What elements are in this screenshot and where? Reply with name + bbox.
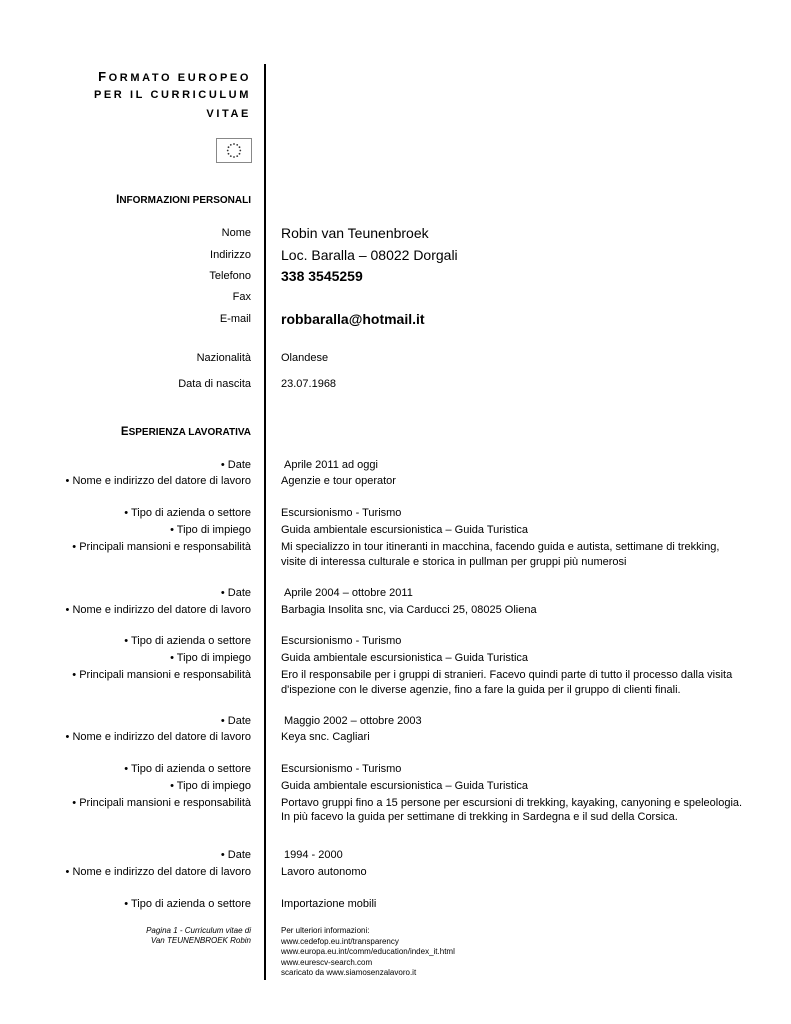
job4-date-label: • Date xyxy=(220,849,251,861)
job3-employer-label: • Nome e indirizzo del datore di lavoro xyxy=(65,731,251,743)
job1-date: Aprile 2011 ad oggi xyxy=(284,459,378,471)
name-label: Nome xyxy=(221,227,251,239)
job4-sector-label: • Tipo di azienda o settore xyxy=(124,898,251,910)
email-label: E-mail xyxy=(219,313,251,325)
job2-date: Aprile 2004 – ottobre 2011 xyxy=(284,587,413,599)
job4-sector: Importazione mobili xyxy=(281,898,377,910)
footer-link-eurescv[interactable]: www.eurescv-search.com xyxy=(281,957,373,967)
job1-duties-line2: visite di interessa culturale e storica in pullman per gruppi più numerosi xyxy=(281,556,627,568)
job3-type: Guida ambientale escursionistica – Guida Turistica xyxy=(281,780,529,792)
cv-title-line3: VITAE xyxy=(206,108,251,120)
job1-employer: Agenzie e tour operator xyxy=(281,475,396,487)
job2-duties-line1: Ero il responsabile per i gruppi di stranieri. Facevo quindi parte di tutto il processo dalla visita xyxy=(281,669,733,681)
job2-duties-line2: d'ispezione con le diverse agenzie, fino a fare la guida per il gruppo di clienti finali. xyxy=(281,684,681,696)
job2-type-label: • Tipo di impiego xyxy=(170,652,251,664)
job1-sector-label: • Tipo di azienda o settore xyxy=(124,507,251,519)
job3-sector: Escursionismo - Turismo xyxy=(281,763,402,775)
section-work-experience: ESPERIENZA LAVORATIVA xyxy=(120,426,251,438)
job3-date: Maggio 2002 – ottobre 2003 xyxy=(284,715,422,727)
footer-page-line2: Van TEUNENBROEK Robin xyxy=(150,936,251,945)
job3-employer: Keya snc. Cagliari xyxy=(281,731,370,743)
birthdate-value: 23.07.1968 xyxy=(281,378,337,390)
eu-flag-icon xyxy=(216,138,252,163)
job2-employer: Barbagia Insolita snc, via Carducci 25, 08025 Oliena xyxy=(281,604,537,616)
section-personal-info: INFORMAZIONI PERSONALI xyxy=(116,194,251,206)
address-label: Indirizzo xyxy=(210,249,251,261)
footer-info-heading: Per ulteriori informazioni: xyxy=(281,926,370,935)
nationality-value: Olandese xyxy=(281,352,329,364)
job1-employer-label: • Nome e indirizzo del datore di lavoro xyxy=(65,475,251,487)
job1-date-label: • Date xyxy=(220,459,251,471)
job3-sector-label: • Tipo di azienda o settore xyxy=(124,763,251,775)
job1-duties-label: • Principali mansioni e responsabilità xyxy=(72,541,251,553)
job4-date: 1994 - 2000 xyxy=(284,849,343,861)
footer-link-cedefop[interactable]: www.cedefop.eu.int/transparency xyxy=(281,936,399,946)
fax-label: Fax xyxy=(232,291,251,303)
cv-title-line2: PER IL CURRICULUM xyxy=(93,89,251,101)
job2-duties-label: • Principali mansioni e responsabilità xyxy=(72,669,251,681)
job3-duties-line1: Portavo gruppi fino a 15 persone per escursioni di trekking, kayaking, canyoning e speleologia. xyxy=(281,797,743,809)
address-value: Loc. Baralla – 08022 Dorgali xyxy=(281,247,458,263)
footer-download-source: scaricato da www.siamosenzalavoro.it xyxy=(281,968,417,977)
birthdate-label: Data di nascita xyxy=(178,378,251,390)
job2-sector: Escursionismo - Turismo xyxy=(281,635,402,647)
job3-date-label: • Date xyxy=(220,715,251,727)
job2-sector-label: • Tipo di azienda o settore xyxy=(124,635,251,647)
cv-title-line1: FORMATO EUROPEO xyxy=(98,69,251,84)
job1-type-label: • Tipo di impiego xyxy=(170,524,251,536)
footer-page-line1: Pagina 1 - Curriculum vitae di xyxy=(146,926,251,935)
footer-links xyxy=(281,926,455,979)
job1-type: Guida ambientale escursionistica – Guida Turistica xyxy=(281,524,529,536)
footer-link-europa[interactable]: www.europa.eu.int/comm/education/index_it.html xyxy=(281,947,455,956)
name-value: Robin van Teunenbroek xyxy=(281,225,429,241)
job4-employer: Lavoro autonomo xyxy=(281,866,367,878)
job2-employer-label: • Nome e indirizzo del datore di lavoro xyxy=(65,604,251,616)
job3-type-label: • Tipo di impiego xyxy=(170,780,251,792)
job4-employer-label: • Nome e indirizzo del datore di lavoro xyxy=(65,866,251,878)
phone-value: 338 3545259 xyxy=(281,268,363,284)
vertical-divider xyxy=(264,64,266,980)
job3-duties-line2: In più facevo la guida per settimane di trekking in Sardegna e il sud della Corsica. xyxy=(281,811,678,823)
email-value: robbaralla@hotmail.it xyxy=(281,311,425,327)
nationality-label: Nazionalità xyxy=(196,352,251,364)
phone-label: Telefono xyxy=(209,270,251,282)
job2-type: Guida ambientale escursionistica – Guida Turistica xyxy=(281,652,529,664)
job2-date-label: • Date xyxy=(220,587,251,599)
footer-page-info xyxy=(60,926,251,946)
job3-duties-label: • Principali mansioni e responsabilità xyxy=(72,797,251,809)
job1-sector: Escursionismo - Turismo xyxy=(281,507,402,519)
job1-duties-line1: Mi specializzo in tour itineranti in macchina, facendo guida e autista, settimane di trekking, xyxy=(281,541,720,553)
